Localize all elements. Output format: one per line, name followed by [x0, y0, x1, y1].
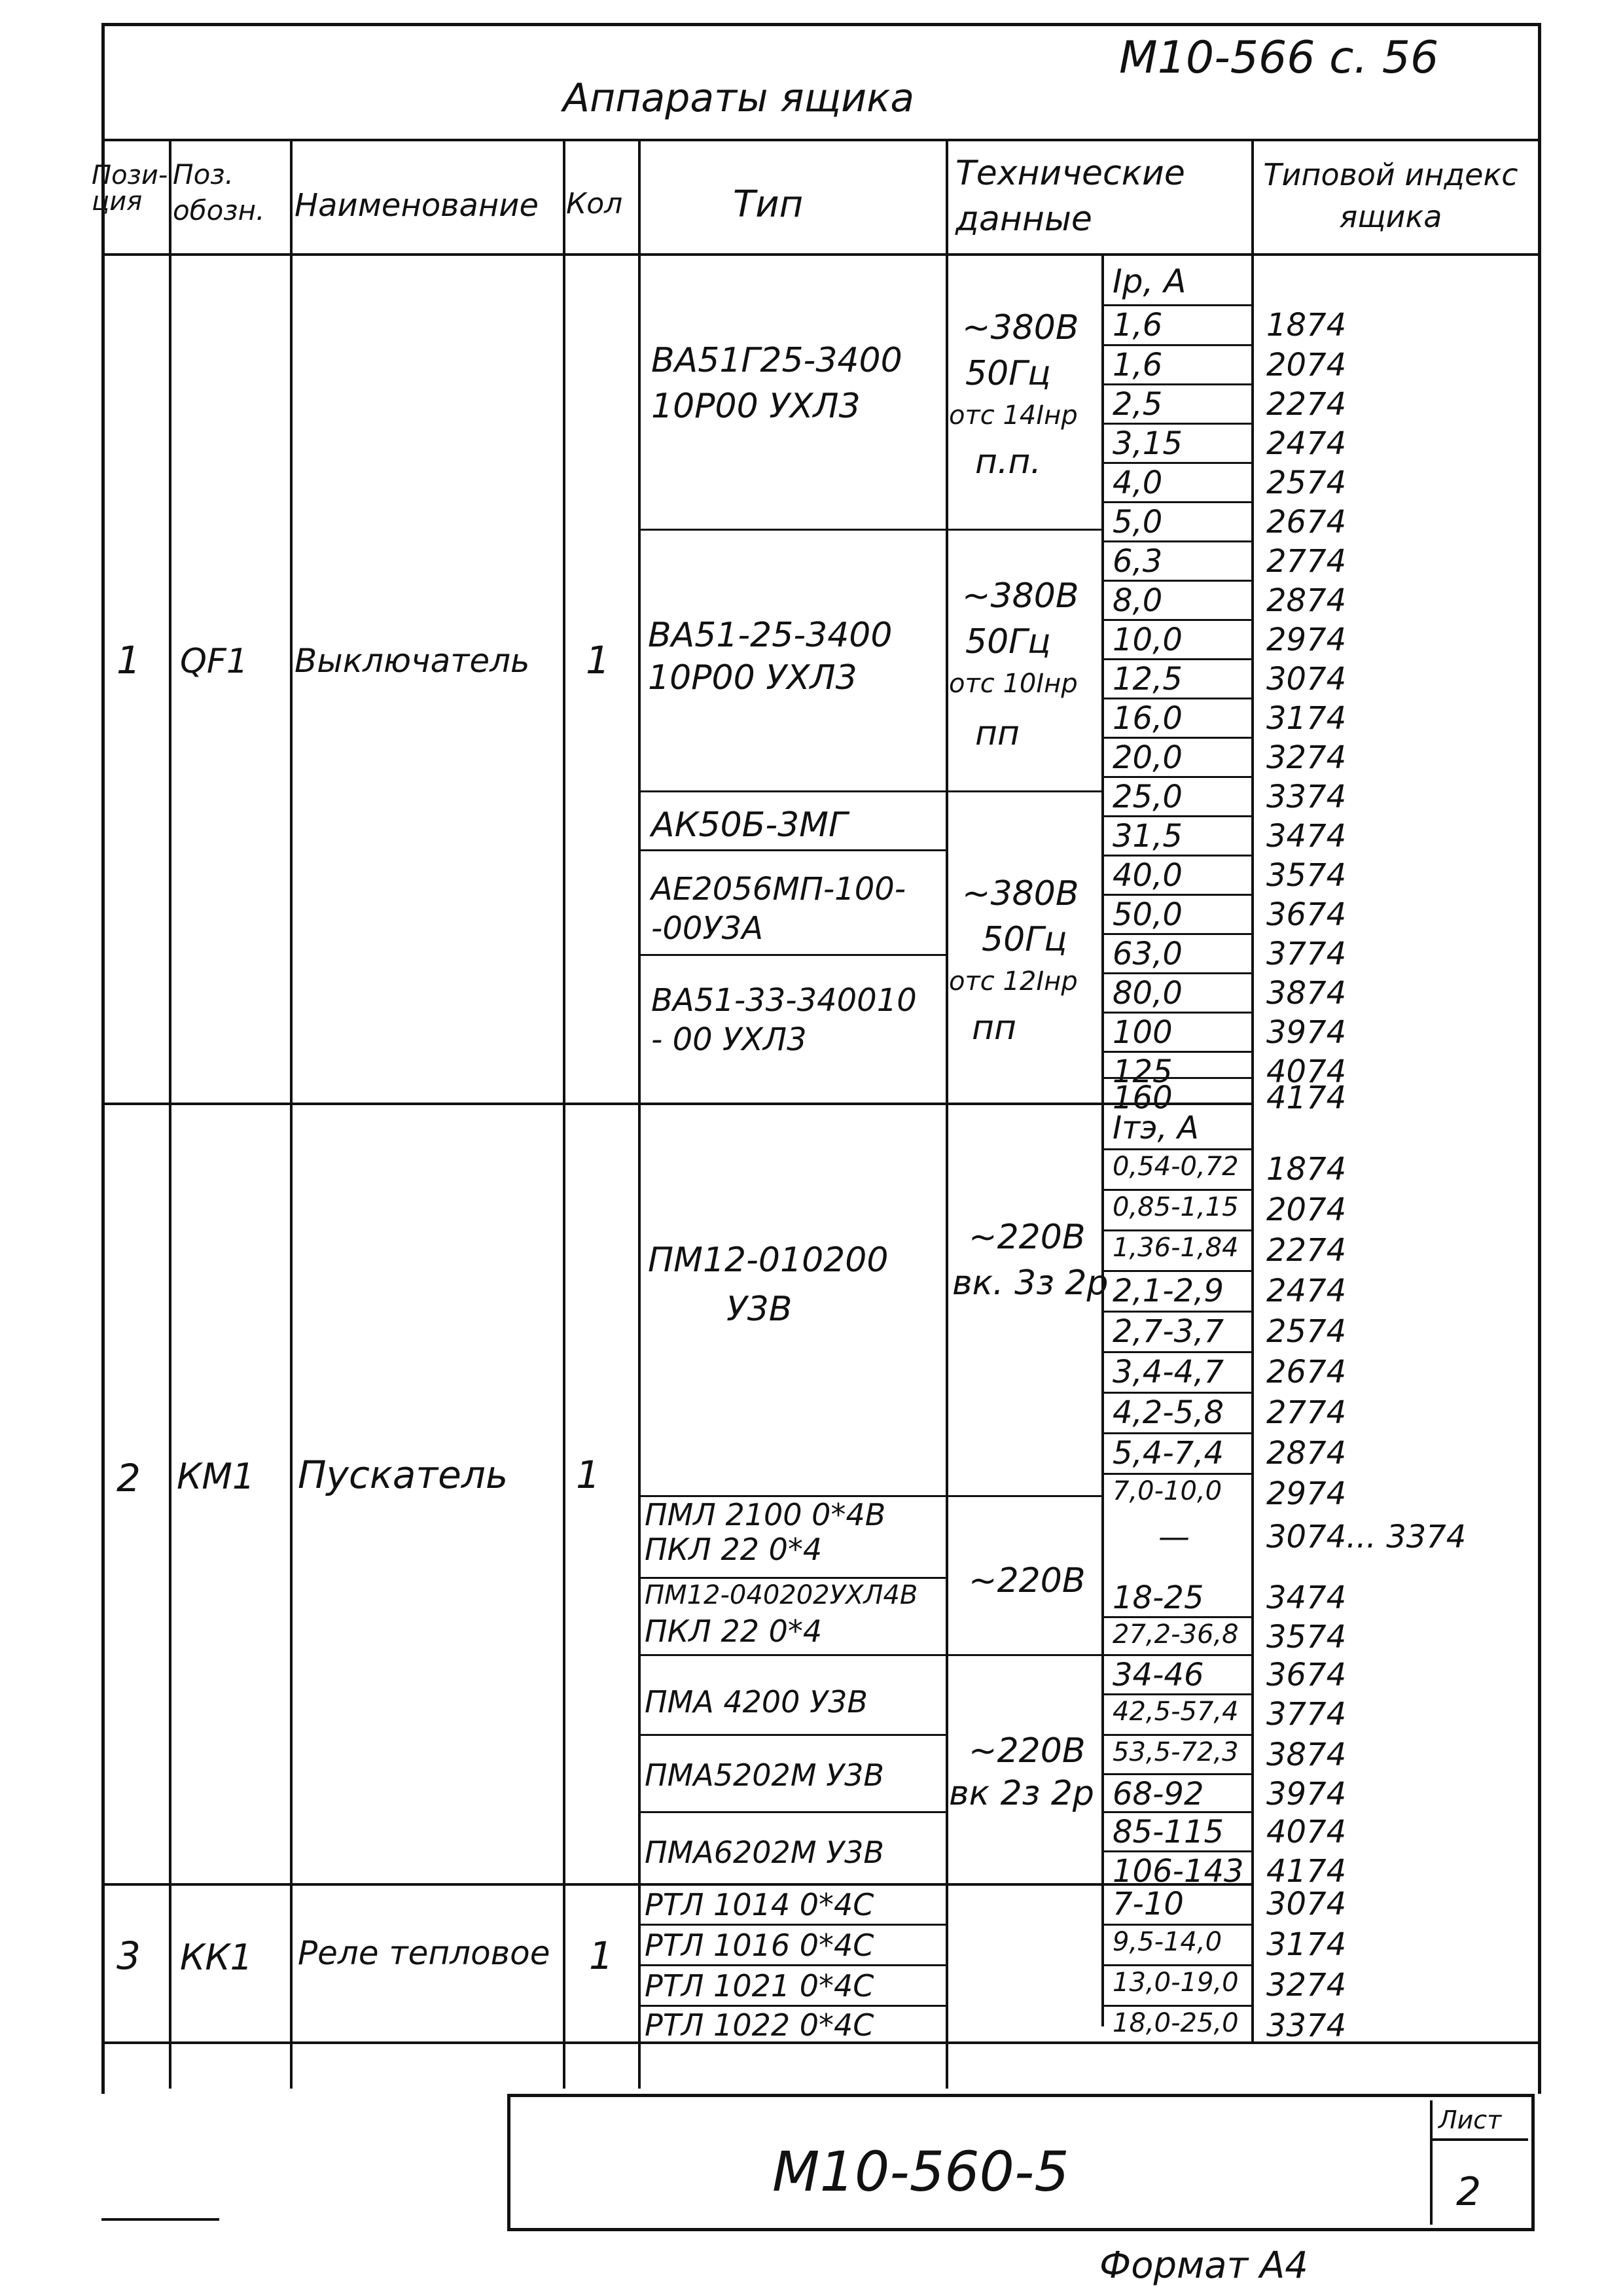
col-sep-4: [638, 139, 641, 2089]
group-3-designation: КК1: [180, 1937, 253, 1978]
box-index-value: 2474: [1266, 1273, 1347, 1309]
type-entry: - 00 УХЛ3: [651, 1021, 807, 1058]
type-entry: АЕ2056МП-100-: [651, 871, 906, 908]
current-value: 20,0: [1113, 739, 1183, 776]
group-2-position: 2: [116, 1456, 141, 1500]
current-value: 34-46: [1113, 1657, 1204, 1693]
current-value: 31,5: [1113, 818, 1183, 855]
current-value: 106-143: [1113, 1853, 1244, 1890]
tech-entry: ~220В: [969, 1218, 1086, 1257]
tech-entry: отс 10Iнр: [949, 669, 1078, 699]
type-entry: ВА51-33-340010: [651, 982, 917, 1019]
current-value: 1,6: [1113, 307, 1163, 344]
row-rule: [1101, 1654, 1252, 1656]
type-sep-c: [638, 849, 946, 851]
group-2-qty: 1: [576, 1453, 600, 1497]
box-index-value: 3074: [1266, 1886, 1347, 1922]
box-index-value: 3374: [1266, 2007, 1347, 2044]
current-value: 4,0: [1113, 465, 1163, 501]
box-index-value: 3274: [1266, 1967, 1347, 2004]
current-value: 2,1-2,9: [1113, 1273, 1224, 1309]
box-index-value: 3374: [1266, 779, 1347, 815]
ite-header-rule: [1101, 1148, 1252, 1150]
header-type: Тип: [733, 183, 804, 226]
type-entry: ПМЛ 2100 0*4В: [645, 1497, 886, 1532]
sheet-number: 2: [1456, 2169, 1482, 2215]
current-value: 160: [1113, 1080, 1173, 1116]
type-entry: ПМА 4200 У3В: [645, 1684, 868, 1720]
tech-entry: отс 14Iнр: [949, 400, 1078, 431]
type-sep-d: [638, 954, 946, 956]
ite-header: Iтэ, А: [1113, 1110, 1199, 1146]
box-index-value: 3574: [1266, 857, 1347, 894]
box-index-value: 2474: [1266, 425, 1347, 462]
row-rule: [1101, 1270, 1252, 1272]
current-value: 7,0-10,0: [1113, 1476, 1222, 1506]
type-entry: ПКЛ 22 0*4: [645, 1532, 823, 1567]
tech-entry: ~220В: [969, 1731, 1086, 1771]
current-value: 1,36-1,84: [1113, 1233, 1239, 1263]
type-sep-k: [638, 1964, 946, 1966]
group-1-name: Выключатель: [294, 642, 530, 680]
box-index-value: 2774: [1266, 543, 1347, 580]
type-entry: РТЛ 1021 0*4С: [645, 1968, 874, 2004]
group-1-designation: QF1: [180, 642, 248, 681]
type-sep-g: [638, 1654, 1103, 1656]
row-rule: [1101, 658, 1252, 660]
row-rule: [1101, 933, 1252, 935]
box-index-value: 1874: [1266, 1151, 1347, 1188]
group-sep-2: [101, 1883, 1253, 1886]
tech-entry: 50Гц: [965, 622, 1051, 662]
box-index-value: 3574: [1266, 1619, 1347, 1655]
type-entry: 10Р00 УХЛ3: [648, 658, 857, 698]
type-sep-i: [638, 1811, 946, 1813]
row-rule: [1101, 855, 1252, 857]
current-value: 80,0: [1113, 975, 1183, 1012]
type-entry: РТЛ 1022 0*4С: [645, 2007, 874, 2043]
row-rule: [1101, 1924, 1252, 1926]
header-index: Типовой индекс ящика: [1263, 157, 1518, 235]
box-index-value: 3474: [1266, 818, 1347, 855]
ip-header: Iр, А: [1113, 262, 1186, 300]
current-value: 13,0-19,0: [1113, 1968, 1239, 1998]
row-rule: [1101, 462, 1252, 464]
ip-header-rule: [1101, 304, 1252, 306]
type-sep-f: [638, 1577, 946, 1579]
box-index-value: 4174: [1266, 1080, 1347, 1116]
header-designation: Поз. обозн.: [173, 158, 265, 226]
tech-entry: ~380В: [962, 576, 1079, 616]
current-value: 8,0: [1113, 582, 1163, 619]
current-value: 18-25: [1113, 1580, 1204, 1616]
current-value: 5,4-7,4: [1113, 1435, 1224, 1472]
row-rule: [1101, 698, 1252, 699]
header-tech: Технические данные: [955, 154, 1185, 239]
group-sep-1: [101, 1103, 1253, 1105]
type-entry: ВА51-25-3400: [648, 616, 893, 655]
box-index-value: 3174: [1266, 700, 1347, 737]
sheet-label: Лист: [1438, 2106, 1502, 2134]
tech-entry: вк 2з 2р: [949, 1774, 1094, 1813]
box-index-value: 2874: [1266, 582, 1347, 619]
current-value: 2,5: [1113, 386, 1163, 423]
type-entry: -00У3А: [651, 910, 764, 947]
current-value: 7-10: [1113, 1886, 1184, 1922]
group-2-name: Пускатель: [298, 1453, 508, 1497]
row-rule: [1101, 1351, 1252, 1353]
current-value: 42,5-57,4: [1113, 1697, 1239, 1727]
type-sep-h: [638, 1734, 946, 1736]
box-index-value: 2074: [1266, 1192, 1347, 1228]
row-rule: [1101, 1473, 1252, 1475]
tech-entry: п.п.: [975, 442, 1042, 482]
row-rule: [1101, 540, 1252, 542]
group-3-position: 3: [116, 1934, 141, 1978]
box-index-value: 3774: [1266, 936, 1347, 972]
box-index-value: 3074: [1266, 661, 1347, 698]
type-sep-j: [638, 1924, 946, 1926]
format-label: Формат А4: [1099, 2244, 1308, 2287]
header-name: Наименование: [294, 187, 539, 224]
current-value: 9,5-14,0: [1113, 1927, 1222, 1957]
box-index-value: 4174: [1266, 1853, 1347, 1890]
box-index-value: 3874: [1266, 1737, 1347, 1773]
row-rule: [1101, 1850, 1252, 1852]
box-index-value: 2874: [1266, 1435, 1347, 1472]
row-rule: [1101, 383, 1252, 385]
box-index-value: 3874: [1266, 975, 1347, 1012]
page-title: Аппараты ящика: [563, 75, 915, 121]
group-1-qty: 1: [586, 638, 610, 682]
box-index-value: 2774: [1266, 1394, 1347, 1431]
type-entry: ВА51Г25-3400: [651, 341, 902, 380]
type-entry: ПМ12-040202УХЛ4В: [645, 1580, 918, 1610]
current-value: 3,15: [1113, 425, 1183, 462]
row-rule: [1101, 1616, 1252, 1618]
header-position: Пози- ция: [92, 160, 168, 217]
current-value: —: [1158, 1519, 1190, 1555]
box-index-value: 3274: [1266, 739, 1347, 776]
row-rule: [1101, 1734, 1252, 1736]
current-value: 5,0: [1113, 504, 1163, 540]
row-rule: [1101, 737, 1252, 739]
current-value: 3,4-4,7: [1113, 1354, 1224, 1390]
row-rule: [1101, 1051, 1252, 1053]
current-value: 16,0: [1113, 700, 1183, 737]
row-rule: [1101, 972, 1252, 974]
group-2-designation: КМ1: [177, 1456, 255, 1497]
current-value: 53,5-72,3: [1113, 1737, 1239, 1767]
box-index-value: 2674: [1266, 504, 1347, 540]
type-entry: ПМА6202М У3В: [645, 1835, 884, 1870]
type-entry: РТЛ 1014 0*4С: [645, 1887, 874, 1922]
type-sep-a: [638, 529, 1103, 531]
box-index-value: 1874: [1266, 307, 1347, 344]
box-index-value: 2974: [1266, 1475, 1347, 1512]
box-index-value: 3974: [1266, 1014, 1347, 1051]
type-entry: 10Р00 УХЛ3: [651, 387, 861, 426]
bottom-edge-rule: [101, 2218, 219, 2221]
current-value: 27,2-36,8: [1113, 1619, 1239, 1650]
current-value: 12,5: [1113, 661, 1183, 698]
document-code-top: М10-566 с. 56: [1119, 32, 1439, 84]
row-rule: [1101, 619, 1252, 621]
type-entry: АК50Б-3МГ: [651, 805, 848, 845]
current-value: 85-115: [1113, 1814, 1224, 1850]
row-rule: [1101, 1432, 1252, 1434]
row-rule: [1101, 1077, 1252, 1079]
current-value: 10,0: [1113, 622, 1183, 658]
box-index-value: 4074: [1266, 1814, 1347, 1850]
type-sep-b: [638, 790, 1103, 792]
col-sep-1: [169, 139, 171, 2089]
box-index-value: 2074: [1266, 347, 1347, 383]
row-rule: [1101, 1189, 1252, 1191]
type-entry: У3В: [726, 1290, 793, 1329]
type-entry: ПМ12-010200: [648, 1241, 889, 1280]
row-rule: [1101, 1693, 1252, 1695]
row-rule: [1101, 501, 1252, 503]
box-index-value: 3774: [1266, 1696, 1347, 1733]
tech-entry: пп: [972, 1008, 1016, 1048]
col-sep-2: [290, 139, 293, 2089]
box-index-value: 2974: [1266, 622, 1347, 658]
row-rule: [1101, 1012, 1252, 1014]
row-rule: [1101, 1229, 1252, 1231]
box-index-value: 2274: [1266, 386, 1347, 423]
stamp-code: М10-560-5: [772, 2140, 1069, 2204]
col-sep-3: [563, 139, 565, 2089]
current-value: 6,3: [1113, 543, 1163, 580]
row-rule: [1101, 1311, 1252, 1313]
type-entry: РТЛ 1016 0*4С: [645, 1928, 874, 1963]
box-index-value: 2274: [1266, 1232, 1347, 1269]
current-value: 25,0: [1113, 779, 1183, 815]
tech-entry: отс 12Iнр: [949, 966, 1078, 997]
type-sep-l: [638, 2005, 946, 2007]
current-value: 50,0: [1113, 896, 1183, 933]
box-index-value: 4074: [1266, 1053, 1347, 1090]
row-rule: [1101, 1773, 1252, 1775]
box-index-value: 2574: [1266, 465, 1347, 501]
row-rule: [1101, 2005, 1252, 2007]
type-entry: ПКЛ 22 0*4: [645, 1614, 823, 1649]
col-sep-6: [1101, 253, 1104, 2026]
current-value: 4,2-5,8: [1113, 1394, 1224, 1431]
current-value: 1,6: [1113, 347, 1163, 383]
current-value: 18,0-25,0: [1113, 2008, 1239, 2038]
row-rule: [1101, 423, 1252, 425]
group-3-qty: 1: [589, 1934, 613, 1978]
box-index-value: 3074... 3374: [1266, 1519, 1467, 1555]
box-index-value: 2574: [1266, 1313, 1347, 1350]
row-rule: [1101, 815, 1252, 817]
row-rule: [1101, 1811, 1252, 1813]
current-value: 40,0: [1113, 857, 1183, 894]
tech-entry: 50Гц: [982, 920, 1067, 959]
current-value: 2,7-3,7: [1113, 1313, 1224, 1350]
header-bottom-rule: [101, 253, 1541, 256]
box-index-value: 3974: [1266, 1776, 1347, 1812]
group-3-name: Реле тепловое: [298, 1934, 550, 1972]
current-value: 0,54-0,72: [1113, 1152, 1239, 1182]
type-entry: ПМА5202М У3В: [645, 1757, 884, 1793]
row-rule: [1101, 580, 1252, 582]
group-1-position: 1: [116, 638, 141, 682]
current-value: 0,85-1,15: [1113, 1192, 1239, 1222]
current-value: 125: [1113, 1053, 1173, 1090]
header-top-rule: [101, 139, 1541, 141]
row-rule: [1101, 344, 1252, 346]
tech-entry: пп: [975, 714, 1020, 753]
row-rule: [1101, 776, 1252, 778]
row-rule: [1101, 1964, 1252, 1966]
tech-entry: ~220В: [969, 1561, 1086, 1600]
box-index-value: 3674: [1266, 896, 1347, 933]
header-qty: Кол: [566, 187, 623, 221]
row-rule: [1101, 1392, 1252, 1394]
box-index-value: 3674: [1266, 1657, 1347, 1693]
sheet-box-rule: [1430, 2138, 1528, 2141]
box-index-value: 3474: [1266, 1580, 1347, 1616]
row-rule: [1101, 894, 1252, 896]
current-value: 63,0: [1113, 936, 1183, 972]
current-value: 100: [1113, 1014, 1173, 1051]
col-sep-5: [946, 139, 948, 2089]
tech-entry: вк. 3з 2р: [952, 1263, 1109, 1303]
tech-entry: ~380В: [962, 874, 1079, 913]
tech-entry: 50Гц: [965, 354, 1051, 393]
box-index-value: 3174: [1266, 1926, 1347, 1963]
tech-entry: ~380В: [962, 308, 1079, 347]
current-value: 68-92: [1113, 1776, 1204, 1812]
box-index-value: 2674: [1266, 1354, 1347, 1390]
